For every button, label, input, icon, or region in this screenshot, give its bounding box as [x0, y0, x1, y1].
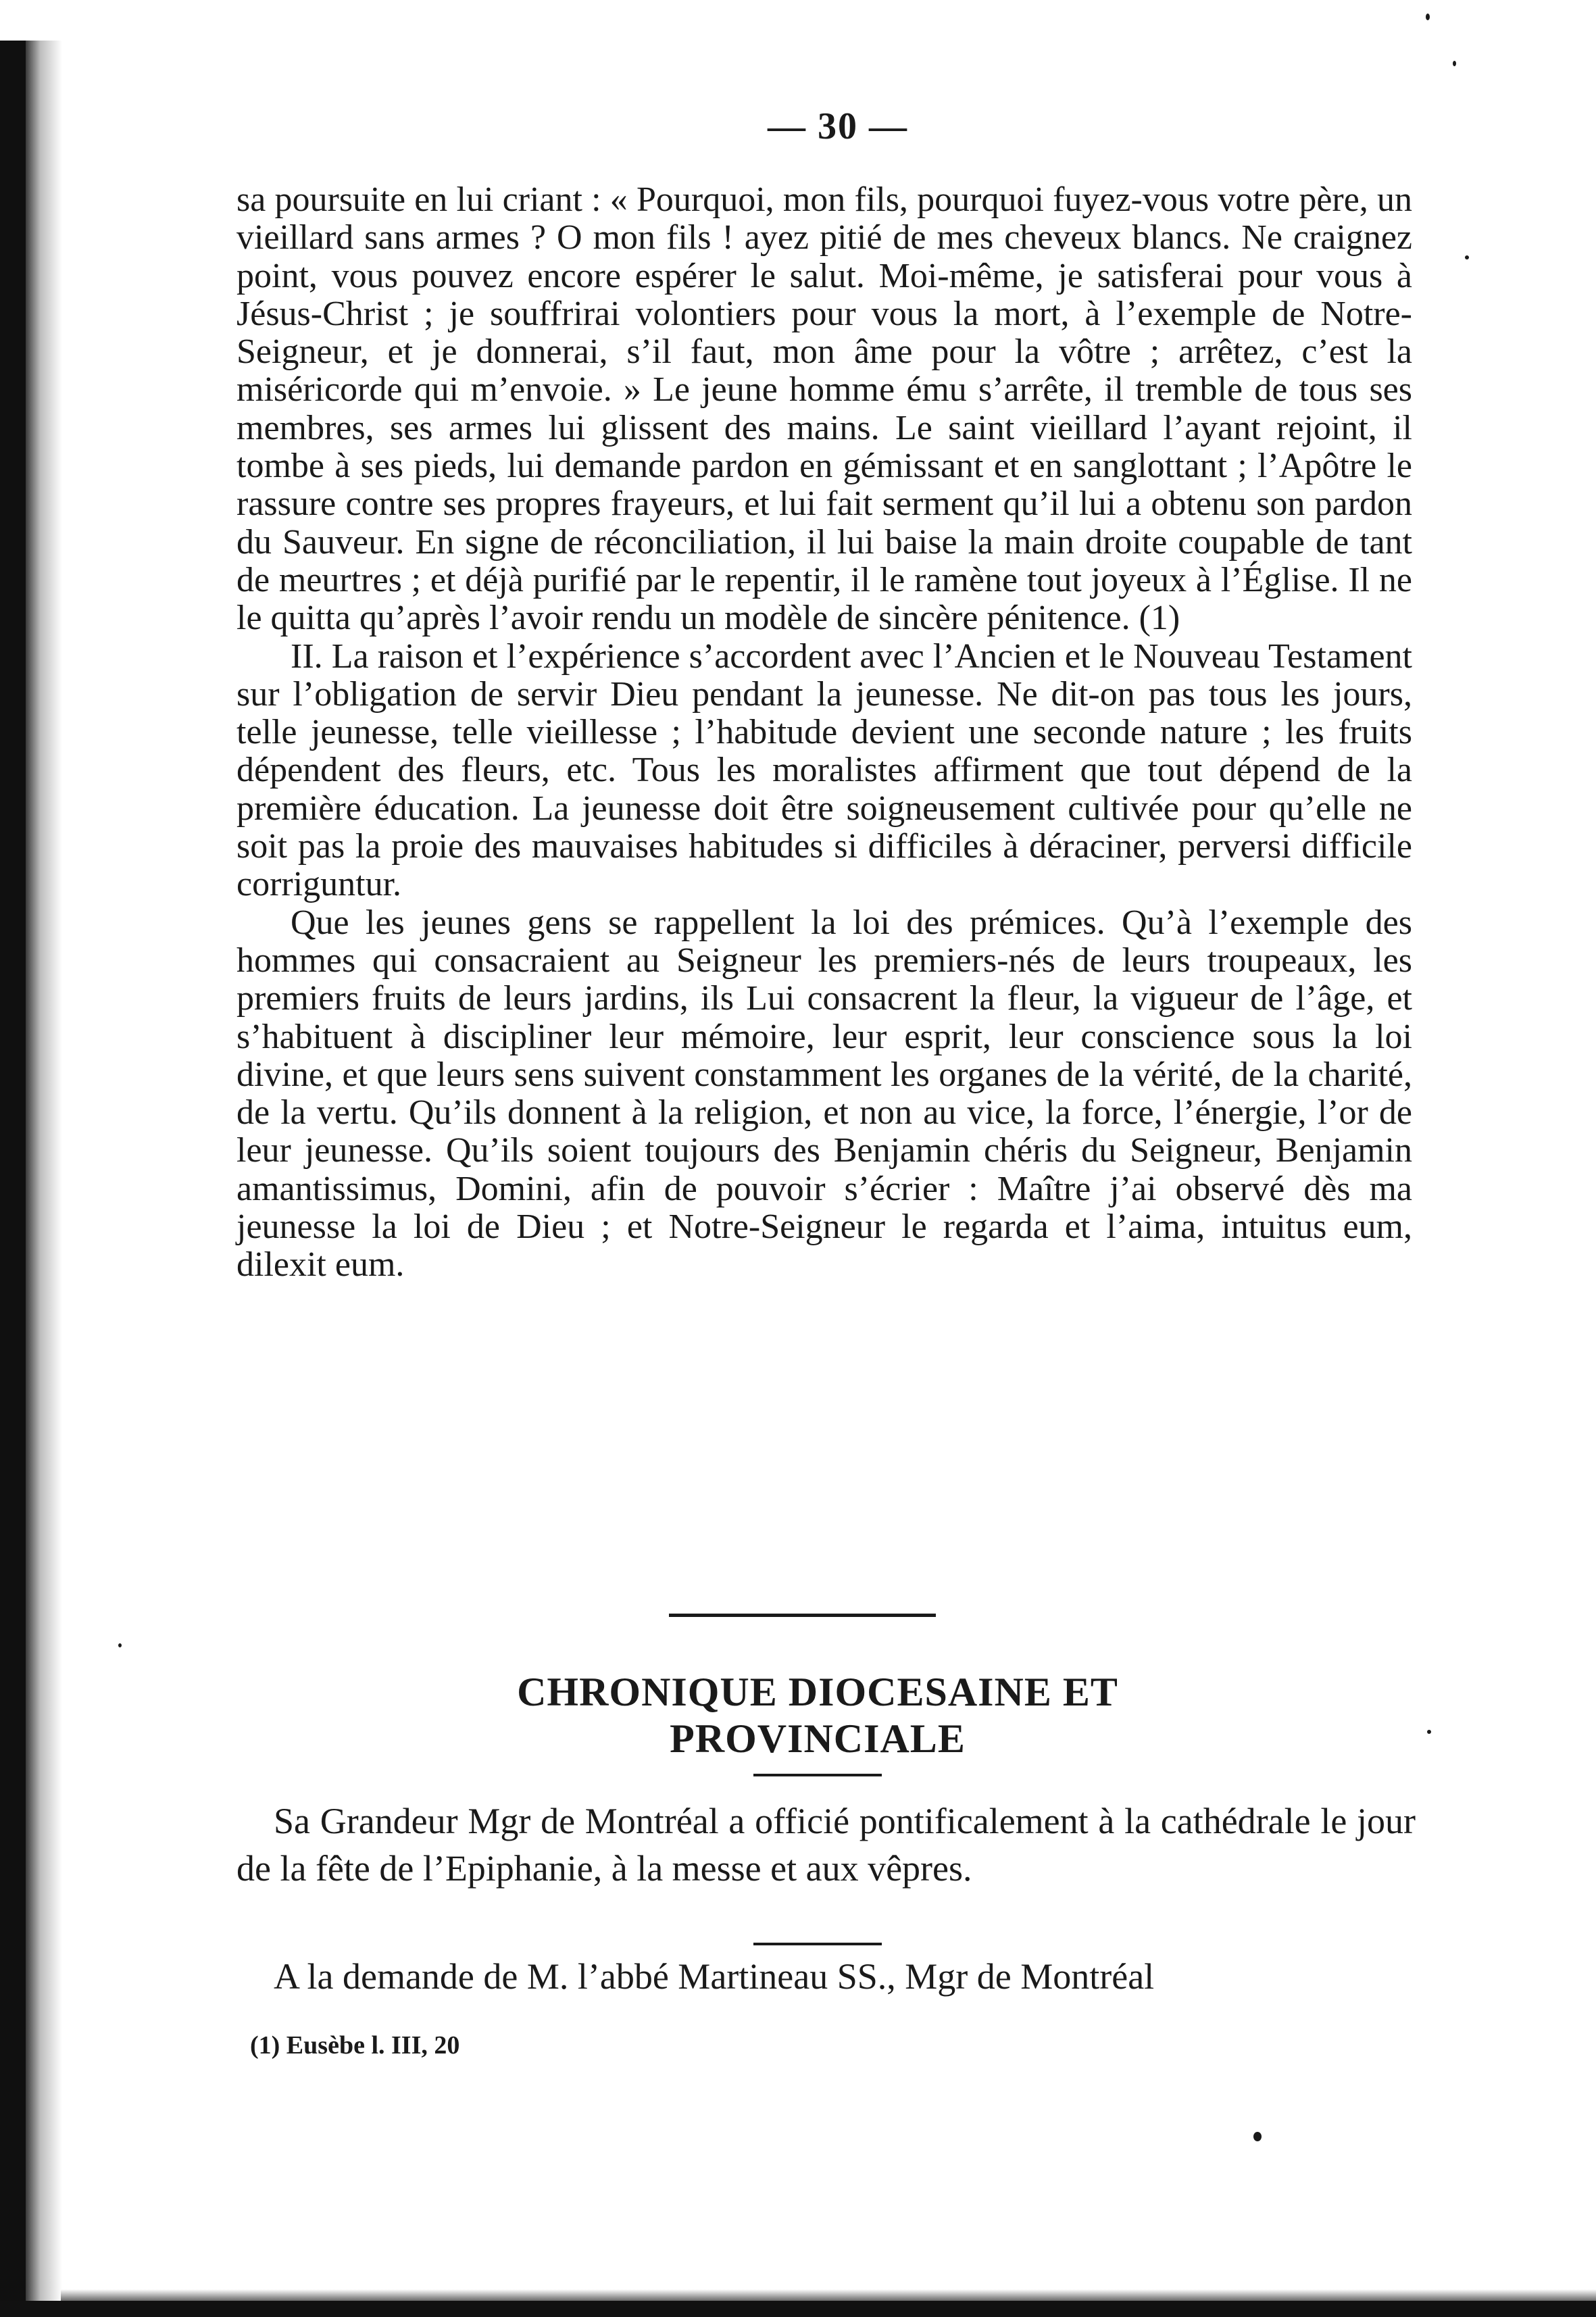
chronicle-item-text: A la demande de M. l’abbé Martineau SS., Mgr de Montréal [274, 1956, 1155, 1997]
chronicle-item-text: Sa Grandeur Mgr de Montréal a officié pontificalement à la cathédrale le jour de la fête de l’Epiphanie, à la messe et aux vêpres. [236, 1801, 1416, 1889]
separator-rule [669, 1614, 936, 1617]
paragraph-premices: Que les jeunes gens se rappellent la loi des prémices. Qu’à l’exemple des hommes qui consacraient au Seigneur les premiers-nés de leurs troupeaux, les premiers fruits de leurs jardins, ils Lui consacrent la fleur, la vigueur de l’âge, et s’habituent à discipliner leur mémoire, leur esprit, leur conscience sous la loi divine, et que leurs sens suivent constamment les organes de la vérité, de la charité, de la vertu. Qu’ils donnent à la religion, et non au vice, la force, l’énergie, l’or de leur jeunesse. Qu’ils soient toujours des Benjamin chéris du Seigneur, Benjamin amantissimus, Domini, afin de pouvoir s’écrier : Maître j’ai observé dès ma jeunesse la loi de Dieu ; et Notre-Seigneur le regarda et l’aima, intuitus eum, dilexit eum. [236, 903, 1412, 1285]
scan-speck [1426, 14, 1430, 20]
scan-speck [1453, 61, 1456, 66]
scan-binding-edge [0, 41, 26, 2317]
page-number: — 30 — [768, 105, 908, 147]
chronicle-title: CHRONIQUE DIOCESAINE ET PROVINCIALE [517, 1670, 1118, 1761]
chronicle-item [236, 1953, 1416, 2000]
item-separator-rule [753, 1943, 882, 1945]
footnote: (1) Eusèbe l. III, 20 [250, 2031, 460, 2060]
scan-binding-shadow [26, 41, 62, 2317]
scan-speck [1253, 2132, 1262, 2141]
scan-bottom-edge [0, 2301, 1596, 2317]
chronicle-item [236, 1797, 1416, 1892]
scan-speck [1465, 255, 1469, 259]
scan-bottom-shadow [61, 2289, 1596, 2301]
paragraph-story: sa poursuite en lui criant : « Pourquoi, mon fils, pourquoi fuyez-vous votre père, un vieillard sans armes ? O mon fils ! ayez pitié de mes cheveux blancs. Ne craignez point, vous pouvez encore espérer le salut. Moi-même, je satisferai pour vous à Jésus-Christ ; je souffrirai volontiers pour vous la mort, à l’exemple de Notre-Seigneur, et je donnerai, s’il faut, mon âme pour la vôtre ; arrêtez, c’est la miséricorde qui m’envoie. » Le jeune homme ému s’arrête, il tremble de tous ses membres, ses armes lui glissent des mains. Le saint vieillard l’ayant rejoint, il tombe à ses pieds, lui demande pardon en gémissant et en sanglottant ; l’Apôtre le rassure contre ses propres frayeurs, et lui fait serment qu’il lui a obtenu son pardon du Sauveur. En signe de réconciliation, il lui baise la main droite coupable de tant de meurtres ; et déjà purifié par le repentir, il le ramène tout joyeux à l’Église. Il ne le quitta qu’après l’avoir rendu un modèle de sincère pénitence. (1) [236, 180, 1412, 638]
article-body [236, 181, 1412, 1285]
scan-speck [1427, 1730, 1431, 1734]
paragraph-reason-experience: II. La raison et l’expérience s’accordent avec l’Ancien et le Nouveau Testament sur l’obligation de servir Dieu pendant la jeunesse. Ne dit-on pas tous les jours, telle jeunesse, telle vieillesse ; l’habitude devient une seconde nature ; les fruits dépendent des fleurs, etc. Tous les moralistes affirment que tout dépend de la première éducation. La jeunesse doit être soigneusement cultivée pour qu’elle ne soit pas la proie des mauvaises habitudes si difficiles à déraciner, perversi difficile corriguntur. [236, 637, 1412, 904]
scan-speck [118, 1643, 122, 1647]
title-underline-rule [753, 1774, 882, 1776]
